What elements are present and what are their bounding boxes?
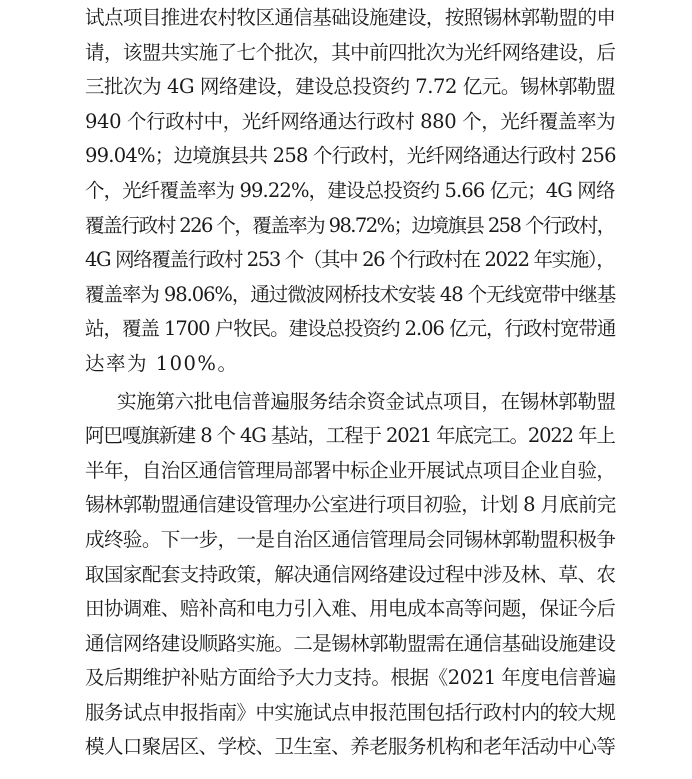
text-line: 99.04%；边境旗县共 258 个行政村，光纤网络通达行政村 256 — [85, 144, 616, 168]
text-line: 田协调难、赔补高和电力引入难、用电成本高等问题，保证今后 — [85, 597, 616, 621]
text-line: 覆盖率为 98.06%，通过微波网桥技术安装 48 个无线宽带中继基 — [85, 282, 616, 306]
text-line: 覆盖行政村 226 个，覆盖率为 98.72%；边境旗县 258 个行政村， — [85, 213, 615, 237]
text-line: 请，该盟共实施了七个批次，其中前四批次为光纤网络建设，后 — [85, 40, 616, 64]
text-line: 成终验。下一步，一是自治区通信管理局会同锡林郭勒盟积极争 — [85, 527, 616, 551]
paragraph-2 — [85, 385, 616, 766]
text-line: 达率为 100%。 — [85, 351, 239, 375]
text-line: 站，覆盖 1700 户牧民。建设总投资约 2.06 亿元，行政村宽带通 — [85, 317, 616, 341]
text-line: 半年，自治区通信管理局部署中标企业开展试点项目企业自验， — [85, 458, 616, 482]
text-line: 及后期维护补贴方面给予大力支持。根据《2021 年度电信普遍 — [85, 666, 617, 690]
document-page — [0, 1, 692, 779]
text-line: 940 个行政村中，光纤网络通达行政村 880 个，光纤覆盖率为 — [85, 109, 616, 133]
paragraph-1 — [85, 1, 616, 382]
text-line: 模人口聚居区、学校、卫生室、养老服务机构和老年活动中心等 — [85, 735, 616, 759]
text-line: 锡林郭勒盟通信建设管理办公室进行项目初验，计划 8 月底前完 — [85, 493, 616, 517]
text-line: 实施第六批电信普遍服务结余资金试点项目，在锡林郭勒盟 — [117, 389, 616, 413]
text-line: 服务试点申报指南》中实施试点申报范围包括行政村内的较大规 — [85, 700, 616, 724]
text-line: 个，光纤覆盖率为 99.22%，建设总投资约 5.66 亿元；4G 网络 — [85, 178, 615, 202]
text-line: 通信网络建设顺路实施。二是锡林郭勒盟需在通信基础设施建设 — [85, 631, 616, 655]
text-line: 阿巴嘎旗新建 8 个 4G 基站，工程于 2021 年底完工。2022 年上 — [85, 424, 615, 448]
text-line: 4G 网络覆盖行政村 253 个（其中 26 个行政村在 2022 年实施）， — [85, 248, 615, 272]
text-line: 试点项目推进农村牧区通信基础设施建设，按照锡林郭勒盟的申 — [85, 6, 616, 29]
text-line: 取国家配套支持政策，解决通信网络建设过程中涉及林、草、农 — [85, 562, 616, 586]
text-line: 三批次为 4G 网络建设，建设总投资约 7.72 亿元。锡林郭勒盟 — [85, 75, 616, 99]
